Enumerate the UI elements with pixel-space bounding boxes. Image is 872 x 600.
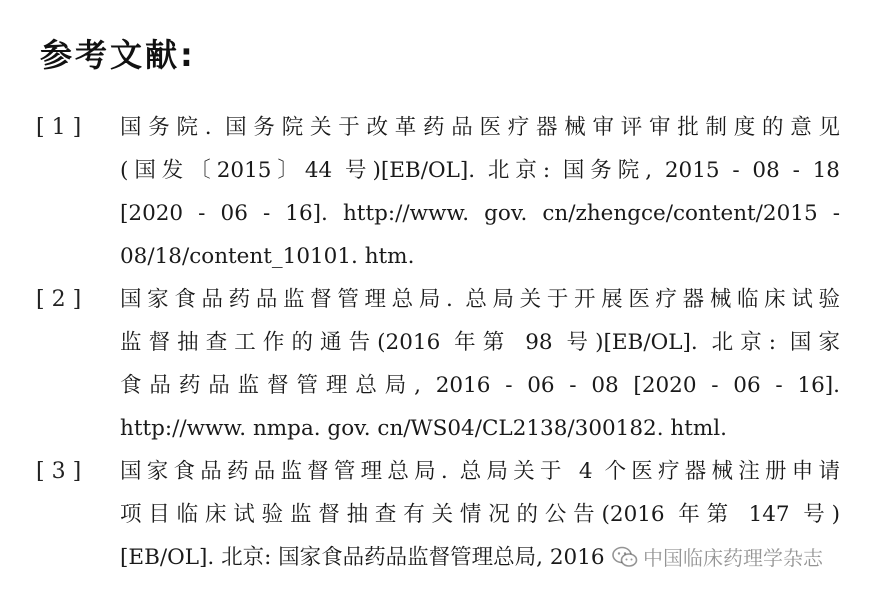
reference-line: 08/18/content_10101. htm. bbox=[120, 244, 415, 269]
reference-line: 监督抽查工作的通告(2016 年第 98 号)[EB/OL]. 北京: 国家 bbox=[120, 330, 840, 355]
reference-line: [2020 - 06 - 16]. http://www. gov. cn/zhengce/content/2015 - bbox=[120, 201, 840, 226]
reference-item-2 bbox=[0, 278, 872, 450]
reference-item-1 bbox=[0, 106, 872, 278]
references-heading: 参考文献: bbox=[40, 36, 196, 74]
reference-line: http://www. nmpa. gov. cn/WS04/CL2138/300182. html. bbox=[120, 416, 727, 441]
reference-line: 食品药品监督管理总局, 2016 - 06 - 08 [2020 - 06 - 16]. bbox=[120, 373, 840, 398]
reference-line: [EB/OL]. 北京: 国家食品药品监督管理总局, 2016 bbox=[120, 545, 605, 570]
reference-line: 国家食品药品监督管理总局. 总局关于 4 个医疗器械注册申请 bbox=[120, 459, 840, 484]
reference-line: 项目临床试验监督抽查有关情况的公告(2016 年第 147 号) bbox=[120, 502, 840, 527]
reference-number: [ 1 ] bbox=[36, 115, 82, 140]
watermark bbox=[612, 542, 823, 571]
reference-line: 国务院. 国务院关于改革药品医疗器械审评审批制度的意见 bbox=[120, 115, 840, 140]
reference-number: [ 3 ] bbox=[36, 459, 82, 484]
reference-line: (国发〔2015〕44 号)[EB/OL]. 北京: 国务院, 2015 - 08 - 18 bbox=[120, 158, 840, 183]
reference-line: 国家食品药品监督管理总局. 总局关于开展医疗器械临床试验 bbox=[120, 287, 840, 312]
reference-list bbox=[0, 106, 872, 579]
reference-number: [ 2 ] bbox=[36, 287, 82, 312]
watermark-text: 中国临床药理学杂志 bbox=[643, 546, 823, 570]
wechat-icon bbox=[612, 546, 638, 568]
